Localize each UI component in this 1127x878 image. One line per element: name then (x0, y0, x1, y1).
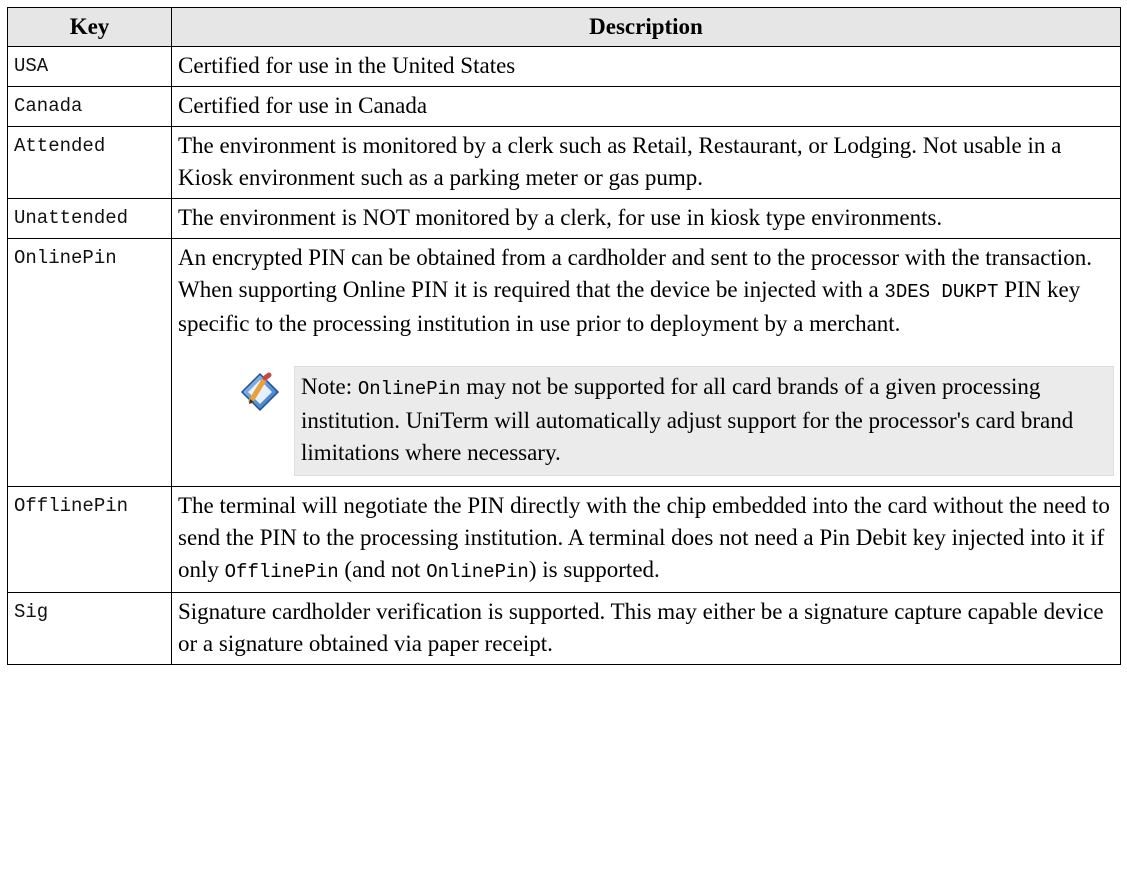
table-row-onlinepin (8, 239, 1121, 487)
table-row-usa (8, 47, 1121, 87)
description-text: The terminal will negotiate the PIN directly with the chip embedded into the card without the need to send the PIN to the processing institution. A terminal does not need a Pin Debit key injected into it if only (178, 493, 1110, 582)
header-description: Description (172, 8, 1121, 47)
description-text: An encrypted PIN can be obtained from a cardholder and sent to the processor with the transaction. When supporting Online PIN it is required that the device be injected with a (178, 245, 1092, 302)
note-code: OnlinePin (357, 378, 461, 400)
key-cell: Unattended (8, 199, 172, 239)
table-row-sig (8, 593, 1121, 665)
table-row-offlinepin (8, 487, 1121, 593)
key-cell: Canada (8, 87, 172, 127)
note-box (294, 366, 1114, 476)
header-key: Key (8, 8, 172, 47)
code-text: OnlinePin (426, 561, 529, 583)
note-prefix: Note: (301, 374, 353, 399)
description-cell: The environment is NOT monitored by a clerk, for use in kiosk type environments. (172, 199, 1121, 239)
description-text: (and not (344, 557, 421, 582)
description-cell: Signature cardholder verification is supported. This may either be a signature capture capable device or a signature obtained via paper receipt. (172, 593, 1121, 665)
code-text: OfflinePin (224, 561, 339, 583)
table-row-unattended (8, 199, 1121, 239)
description-cell: The environment is monitored by a clerk such as Retail, Restaurant, or Lodging. Not usable in a Kiosk environment such as a parking meter or gas pump. (172, 127, 1121, 199)
note-pencil-icon (238, 366, 294, 423)
table-header-row (8, 8, 1121, 47)
description-cell (172, 487, 1121, 593)
key-cell: OfflinePin (8, 487, 172, 593)
key-cell: Attended (8, 127, 172, 199)
code-text: 3DES DUKPT (884, 281, 999, 303)
table-row-canada (8, 87, 1121, 127)
key-cell: Sig (8, 593, 172, 665)
description-text: PIN key specific to the processing institution in use prior to deployment by a merchant. (178, 277, 1081, 336)
key-description-table (7, 7, 1121, 665)
table-row-attended (8, 127, 1121, 199)
description-cell (172, 239, 1121, 487)
key-cell: USA (8, 47, 172, 87)
description-cell: Certified for use in the United States (172, 47, 1121, 87)
key-cell: OnlinePin (8, 239, 172, 487)
document (7, 7, 1120, 665)
description-text: ) is supported. (528, 557, 660, 582)
note-callout (238, 366, 1114, 476)
note-text: may not be supported for all card brands of a given processing institution. UniTerm will automatically adjust support for the processor's card brand limitations where necessary. (301, 374, 1074, 465)
description-cell: Certified for use in Canada (172, 87, 1121, 127)
